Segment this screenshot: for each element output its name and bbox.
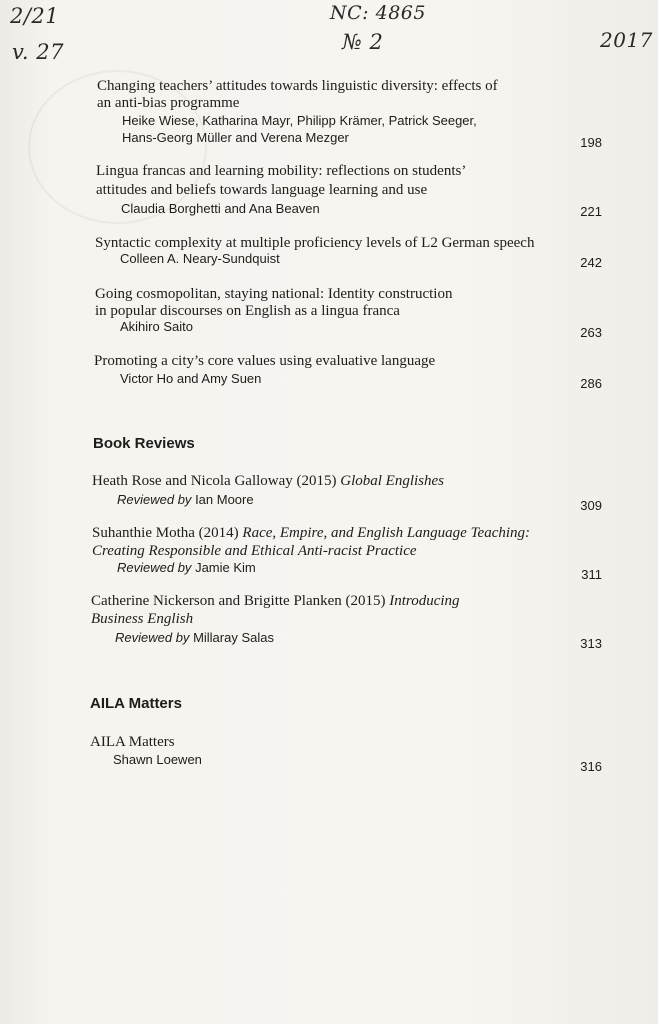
article-title: an anti-bias programme	[97, 95, 240, 111]
reviewer	[115, 629, 274, 647]
article-title: AILA Matters	[90, 734, 175, 750]
page-number: 316	[580, 759, 602, 774]
article-title: Promoting a city’s core values using evaluative language	[94, 353, 436, 369]
page-number: 198	[580, 135, 602, 150]
page-number: 242	[580, 255, 602, 270]
review-book-name: Introducing	[389, 593, 460, 609]
article-authors: Akihiro Saito	[120, 319, 193, 334]
handwritten-catalog-number: NC: 4865	[330, 2, 426, 24]
handwritten-shelf-mark: 2/21	[10, 4, 60, 28]
handwritten-year: 2017	[600, 28, 653, 52]
handwritten-issue-number: № 2	[342, 30, 384, 54]
review-book-name: Creating Responsible and Ethical Anti-racist Practice	[92, 543, 417, 559]
reviewer-name: Jamie Kim	[195, 560, 256, 575]
review-book-name: Business English	[91, 611, 194, 627]
reviewer	[117, 491, 254, 509]
reviewed-by-label: Reviewed by	[117, 492, 192, 507]
review-book-name: Race, Empire, and English Language Teaching:	[242, 525, 531, 541]
review-book-title	[91, 610, 193, 628]
article-authors: Victor Ho and Amy Suen	[120, 371, 262, 386]
page-number: 309	[580, 498, 602, 513]
review-book-title	[92, 472, 444, 490]
article-authors: Hans-Georg Müller and Verena Mezger	[122, 130, 349, 145]
article-title: Lingua francas and learning mobility: reflections on students’	[96, 163, 467, 179]
page-number: 313	[580, 636, 602, 651]
article-title: Syntactic complexity at multiple proficiency levels of L2 German speech	[95, 235, 535, 251]
article-authors: Shawn Loewen	[113, 752, 202, 767]
page-number: 263	[580, 325, 602, 340]
review-book-title	[92, 524, 530, 542]
section-heading-aila-matters: AILA Matters	[90, 695, 182, 712]
reviewer	[117, 559, 256, 577]
review-book-name: Global Englishes	[340, 473, 445, 489]
review-reference: Heath Rose and Nicola Galloway (2015)	[92, 473, 337, 489]
review-reference: Suhanthie Motha (2014)	[92, 525, 239, 541]
page-number: 286	[580, 376, 602, 391]
handwritten-volume: v. 27	[12, 40, 64, 64]
reviewer-name: Ian Moore	[195, 492, 254, 507]
reviewed-by-label: Reviewed by	[115, 630, 190, 645]
section-heading-book-reviews: Book Reviews	[93, 435, 195, 452]
reviewer-name: Millaray Salas	[193, 630, 274, 645]
article-authors: Heike Wiese, Katharina Mayr, Philipp Krämer, Patrick Seeger,	[122, 113, 477, 128]
reviewed-by-label: Reviewed by	[117, 560, 192, 575]
review-book-title	[92, 542, 417, 560]
article-title: in popular discourses on English as a lingua franca	[95, 303, 400, 319]
article-title: Going cosmopolitan, staying national: Identity construction	[95, 286, 453, 302]
page-number: 311	[581, 567, 602, 582]
article-authors: Colleen A. Neary-Sundquist	[120, 251, 280, 266]
review-reference: Catherine Nickerson and Brigitte Planken (2015)	[91, 593, 386, 609]
review-book-title	[91, 592, 460, 610]
article-title: Changing teachers’ attitudes towards linguistic diversity: effects of	[97, 78, 498, 94]
article-title: attitudes and beliefs towards language learning and use	[96, 182, 428, 198]
page-number: 221	[580, 204, 602, 219]
article-authors: Claudia Borghetti and Ana Beaven	[121, 201, 320, 216]
